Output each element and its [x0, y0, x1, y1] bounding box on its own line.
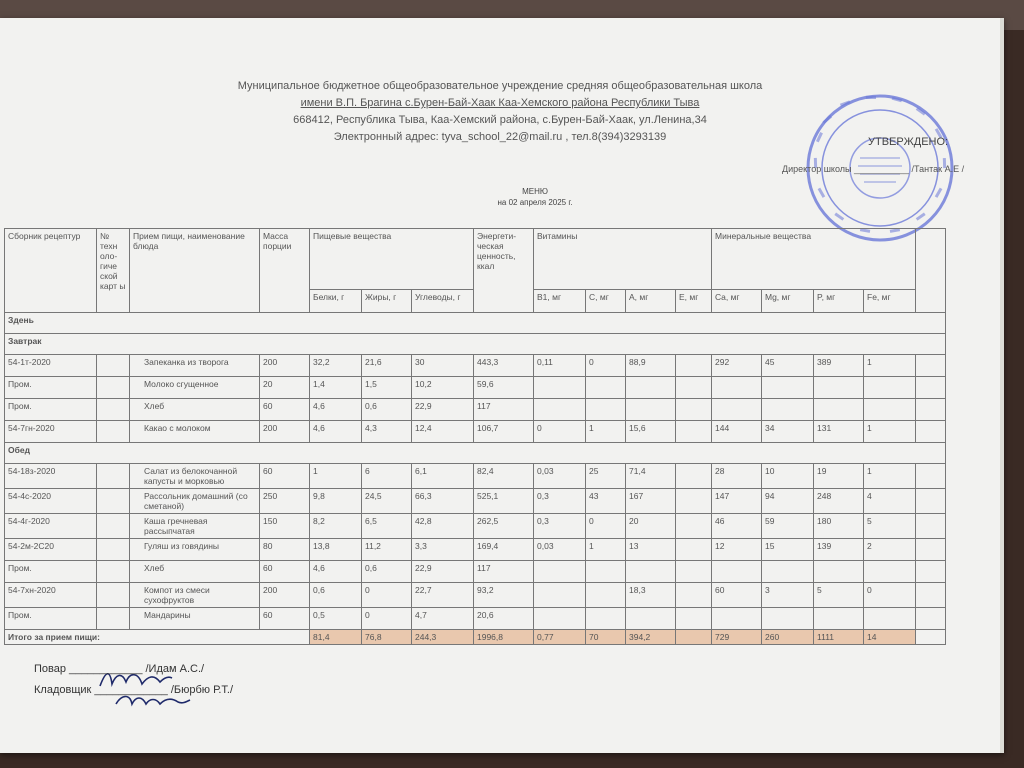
- table-cell: [814, 399, 864, 421]
- table-cell-extra: [916, 539, 946, 561]
- table-row: [5, 608, 946, 630]
- table-cell: [534, 561, 586, 583]
- table-cell: [97, 489, 130, 514]
- table-cell: 262,5: [474, 514, 534, 539]
- table-cell: 0,03: [534, 539, 586, 561]
- table-row: [5, 421, 946, 443]
- table-cell: [676, 561, 712, 583]
- table-cell: 60: [260, 399, 310, 421]
- table-cell: [676, 583, 712, 608]
- table-cell: 54-7гн-2020: [5, 421, 97, 443]
- table-cell: 0,6: [362, 399, 412, 421]
- table-cell: 54-2м-2С20: [5, 539, 97, 561]
- header-card: № техн оло-гиче ской карт ы: [97, 229, 130, 313]
- storekeeper-signature-line: Кладовщик ____________ /Бюрбю Р.Т./: [34, 684, 234, 696]
- table-cell: [97, 399, 130, 421]
- table-cell: [864, 377, 916, 399]
- table-cell: [626, 399, 676, 421]
- table-cell: Гуляш из говядины: [130, 539, 260, 561]
- table-cell-extra: [916, 377, 946, 399]
- table-cell: 2: [864, 539, 916, 561]
- table-cell: Каша гречневая рассыпчатая: [130, 514, 260, 539]
- table-cell: Запеканка из творога: [130, 355, 260, 377]
- header-recipe: Сборник рецептур: [5, 229, 97, 313]
- table-row: [5, 399, 946, 421]
- table-cell: Рассольник домашний (со сметаной): [130, 489, 260, 514]
- table-cell: 3,3: [412, 539, 474, 561]
- sub-a: A, мг: [626, 290, 676, 313]
- table-cell: [864, 608, 916, 630]
- table-cell-extra: [916, 561, 946, 583]
- table-cell: 6,1: [412, 464, 474, 489]
- total-cell: [676, 630, 712, 645]
- table-cell: [676, 421, 712, 443]
- table-row: [5, 539, 946, 561]
- total-label: Итого за прием пищи:: [5, 630, 310, 645]
- table-cell: 0: [362, 583, 412, 608]
- table-cell: [864, 561, 916, 583]
- table-cell: 12: [712, 539, 762, 561]
- table-cell: 0: [362, 608, 412, 630]
- header-minerals: Минеральные вещества: [712, 229, 916, 290]
- sub-e: E, мг: [676, 290, 712, 313]
- table-cell: 139: [814, 539, 864, 561]
- table-cell: 20: [626, 514, 676, 539]
- table-cell: [586, 377, 626, 399]
- table-cell: [586, 561, 626, 583]
- table-cell: 60: [260, 608, 310, 630]
- table-cell: [97, 355, 130, 377]
- table-cell: [676, 608, 712, 630]
- table-cell: Салат из белокочанной капусты и морковью: [130, 464, 260, 489]
- table-cell: 117: [474, 561, 534, 583]
- sub-p: P, мг: [814, 290, 864, 313]
- table-cell: 22,9: [412, 561, 474, 583]
- table-row: [5, 514, 946, 539]
- table-cell: 25: [586, 464, 626, 489]
- table-cell: 443,3: [474, 355, 534, 377]
- table-cell: [534, 583, 586, 608]
- cook-signature-line: Повар ____________ /Идам А.С./: [34, 663, 205, 675]
- table-cell: 45: [762, 355, 814, 377]
- table-cell: 54-7хн-2020: [5, 583, 97, 608]
- section-breakfast-label: Завтрак: [5, 334, 946, 355]
- table-cell: 131: [814, 421, 864, 443]
- table-cell: 4,3: [362, 421, 412, 443]
- table-cell: 10: [762, 464, 814, 489]
- table-cell: 94: [762, 489, 814, 514]
- table-cell: 21,6: [362, 355, 412, 377]
- table-cell: [762, 608, 814, 630]
- section-breakfast-row: [5, 334, 946, 355]
- director-line: Директор школы ___________ /Тантак А.Е /: [782, 164, 965, 174]
- total-cell: 244,3: [412, 630, 474, 645]
- table-cell: 4,6: [310, 561, 362, 583]
- total-cell: 0,77: [534, 630, 586, 645]
- table-cell: 0,6: [362, 561, 412, 583]
- table-cell-extra: [916, 583, 946, 608]
- table-cell: 200: [260, 355, 310, 377]
- total-cell: 14: [864, 630, 916, 645]
- total-row: [5, 630, 946, 645]
- table-cell: 80: [260, 539, 310, 561]
- table-cell: [586, 608, 626, 630]
- table-cell: 1: [864, 355, 916, 377]
- table-row: [5, 355, 946, 377]
- table-cell: 46: [712, 514, 762, 539]
- table-cell: [626, 377, 676, 399]
- total-cell: 70: [586, 630, 626, 645]
- table-cell: 30: [412, 355, 474, 377]
- menu-title: [0, 186, 1024, 208]
- table-cell-extra: [916, 608, 946, 630]
- table-cell: 54-4г-2020: [5, 514, 97, 539]
- table-cell: 0,5: [310, 608, 362, 630]
- table-cell: 248: [814, 489, 864, 514]
- school-name-line1: Муниципальное бюджетное общеобразовательное учреждение средняя общеобразовательная школа: [237, 80, 763, 92]
- sub-c: C, мг: [586, 290, 626, 313]
- total-cell-extra: [916, 630, 946, 645]
- table-cell-extra: [916, 464, 946, 489]
- table-cell: 0,3: [534, 514, 586, 539]
- table-cell: 1: [586, 539, 626, 561]
- table-cell: Пром.: [5, 608, 97, 630]
- table-cell: 144: [712, 421, 762, 443]
- table-cell: [97, 561, 130, 583]
- table-cell: 60: [260, 464, 310, 489]
- table-cell: [712, 561, 762, 583]
- table-cell: 525,1: [474, 489, 534, 514]
- total-cell: 1996,8: [474, 630, 534, 645]
- table-cell: 19: [814, 464, 864, 489]
- table-row: [5, 561, 946, 583]
- table-cell: 1,5: [362, 377, 412, 399]
- table-cell: 106,7: [474, 421, 534, 443]
- table-row: [5, 377, 946, 399]
- table-cell: [676, 399, 712, 421]
- table-cell: Хлеб: [130, 561, 260, 583]
- table-cell: 1,4: [310, 377, 362, 399]
- table-cell: 167: [626, 489, 676, 514]
- table-cell: [534, 608, 586, 630]
- table-cell: [762, 399, 814, 421]
- table-cell: 200: [260, 421, 310, 443]
- menu-document: [0, 18, 1004, 753]
- school-address: 668412, Республика Тыва, Каа-Хемский района, с.Бурен-Бай-Хаак, ул.Ленина,34: [293, 114, 707, 126]
- table-cell: [676, 464, 712, 489]
- table-cell: 389: [814, 355, 864, 377]
- sub-carbs: Углеводы, г: [412, 290, 474, 313]
- table-cell: 60: [260, 561, 310, 583]
- table-cell: 1: [310, 464, 362, 489]
- table-cell: [712, 377, 762, 399]
- table-cell: 22,7: [412, 583, 474, 608]
- header-vitamins: Витамины: [534, 229, 712, 290]
- table-cell: [97, 539, 130, 561]
- table-cell: 59: [762, 514, 814, 539]
- total-cell: 260: [762, 630, 814, 645]
- sub-b1: B1, мг: [534, 290, 586, 313]
- table-cell: Мандарины: [130, 608, 260, 630]
- table-cell: [676, 377, 712, 399]
- table-cell: [676, 489, 712, 514]
- table-cell-extra: [916, 421, 946, 443]
- table-cell: 0,6: [310, 583, 362, 608]
- table-cell: 13,8: [310, 539, 362, 561]
- breakfast-rows: [5, 355, 946, 443]
- table-cell: Молоко сгущенное: [130, 377, 260, 399]
- table-cell: 82,4: [474, 464, 534, 489]
- table-cell: 4,6: [310, 399, 362, 421]
- header-nutrients: Пищевые вещества: [310, 229, 474, 290]
- table-cell: 54-1т-2020: [5, 355, 97, 377]
- table-cell: 5: [864, 514, 916, 539]
- table-cell: 0,11: [534, 355, 586, 377]
- table-cell: [814, 561, 864, 583]
- table-cell: 5: [814, 583, 864, 608]
- table-cell: [97, 514, 130, 539]
- table-cell: [864, 399, 916, 421]
- table-cell: [814, 608, 864, 630]
- table-cell: 180: [814, 514, 864, 539]
- table-cell: [712, 399, 762, 421]
- section-lunch-row: [5, 443, 946, 464]
- table-cell: Компот из смеси сухофруктов: [130, 583, 260, 608]
- table-cell: 0: [534, 421, 586, 443]
- table-cell: 150: [260, 514, 310, 539]
- table-cell: 15,6: [626, 421, 676, 443]
- table-cell: 6: [362, 464, 412, 489]
- table-cell: 34: [762, 421, 814, 443]
- table-cell: Пром.: [5, 377, 97, 399]
- table-header-row: [5, 229, 946, 290]
- total-cell: 729: [712, 630, 762, 645]
- table-cell: 18,3: [626, 583, 676, 608]
- table-cell: 20: [260, 377, 310, 399]
- header-energy: Энергети-ческая ценность, ккал: [474, 229, 534, 313]
- table-cell: [97, 608, 130, 630]
- table-cell: [676, 355, 712, 377]
- table-cell: [712, 608, 762, 630]
- table-cell-extra: [916, 399, 946, 421]
- table-cell: 4: [864, 489, 916, 514]
- school-name-line2: имени В.П. Брагина с.Бурен-Бай-Хаак Каа-Хемского района Республики Тыва: [300, 97, 700, 109]
- table-cell: Какао с молоком: [130, 421, 260, 443]
- lunch-rows: [5, 464, 946, 630]
- table-cell: 250: [260, 489, 310, 514]
- table-cell: 147: [712, 489, 762, 514]
- table-cell: 20,6: [474, 608, 534, 630]
- table-cell-extra: [916, 514, 946, 539]
- table-cell: 93,2: [474, 583, 534, 608]
- table-cell: [97, 464, 130, 489]
- table-cell: 54-18з-2020: [5, 464, 97, 489]
- table-cell: 1: [864, 421, 916, 443]
- table-cell: 6,5: [362, 514, 412, 539]
- table-cell: 22,9: [412, 399, 474, 421]
- table-row: [5, 489, 946, 514]
- total-cell: 81,4: [310, 630, 362, 645]
- menu-table: [4, 228, 946, 645]
- table-cell: Пром.: [5, 399, 97, 421]
- menu-heading: МЕНЮ: [522, 187, 548, 196]
- sub-fe: Fe, мг: [864, 290, 916, 313]
- table-cell: 43: [586, 489, 626, 514]
- table-cell: 169,4: [474, 539, 534, 561]
- section-day-row: [5, 313, 946, 334]
- total-cell: 394,2: [626, 630, 676, 645]
- table-cell-extra: [916, 489, 946, 514]
- table-cell: [762, 377, 814, 399]
- sub-fat: Жиры, г: [362, 290, 412, 313]
- table-cell: [814, 377, 864, 399]
- table-cell: 32,2: [310, 355, 362, 377]
- table-cell: 24,5: [362, 489, 412, 514]
- table-cell: 0,03: [534, 464, 586, 489]
- table-cell: Хлеб: [130, 399, 260, 421]
- table-row: [5, 464, 946, 489]
- table-cell: [762, 561, 814, 583]
- table-cell: 28: [712, 464, 762, 489]
- table-cell: 117: [474, 399, 534, 421]
- section-lunch-label: Обед: [5, 443, 946, 464]
- table-cell: 0: [586, 514, 626, 539]
- section-day-label: Здень: [5, 313, 946, 334]
- table-cell: 59,6: [474, 377, 534, 399]
- table-cell: 88,9: [626, 355, 676, 377]
- table-cell: [626, 561, 676, 583]
- table-cell-extra: [916, 355, 946, 377]
- table-cell: 10,2: [412, 377, 474, 399]
- table-cell: [97, 377, 130, 399]
- table-cell: 1: [864, 464, 916, 489]
- table-cell: 60: [712, 583, 762, 608]
- table-cell: 0: [864, 583, 916, 608]
- table-cell: [676, 514, 712, 539]
- table-cell: Пром.: [5, 561, 97, 583]
- table-cell: 1: [586, 421, 626, 443]
- table-cell: 66,3: [412, 489, 474, 514]
- table-cell: 8,2: [310, 514, 362, 539]
- table-cell: 15: [762, 539, 814, 561]
- table-cell: 71,4: [626, 464, 676, 489]
- header-mass: Масса порции: [260, 229, 310, 313]
- table-cell: 0,3: [534, 489, 586, 514]
- total-cell: 76,8: [362, 630, 412, 645]
- total-cell: 1111: [814, 630, 864, 645]
- table-cell: [534, 399, 586, 421]
- table-cell: 4,6: [310, 421, 362, 443]
- table-cell: 9,8: [310, 489, 362, 514]
- table-cell: [676, 539, 712, 561]
- sub-mg: Mg, мг: [762, 290, 814, 313]
- sub-ca: Ca, мг: [712, 290, 762, 313]
- table-cell: 42,8: [412, 514, 474, 539]
- approval-label: УТВЕРЖДЕНО:: [868, 136, 949, 148]
- table-cell: 0: [586, 355, 626, 377]
- header-dish: Прием пищи, наименование блюда: [130, 229, 260, 313]
- table-cell: [97, 583, 130, 608]
- header-extra: [916, 229, 946, 313]
- table-cell: 3: [762, 583, 814, 608]
- table-cell: 4,7: [412, 608, 474, 630]
- table-cell: 292: [712, 355, 762, 377]
- school-contacts: Электронный адрес: tyva_school_22@mail.ru , тел.8(394)3293139: [333, 131, 667, 143]
- table-cell: [586, 583, 626, 608]
- menu-date: на 02 апреля 2025 г.: [497, 198, 573, 207]
- table-row: [5, 583, 946, 608]
- table-cell: 200: [260, 583, 310, 608]
- table-cell: [586, 399, 626, 421]
- table-cell: 54-4с-2020: [5, 489, 97, 514]
- sub-protein: Белки, г: [310, 290, 362, 313]
- table-cell: 13: [626, 539, 676, 561]
- table-cell: [97, 421, 130, 443]
- table-cell: 11,2: [362, 539, 412, 561]
- table-cell: [626, 608, 676, 630]
- table-cell: 12,4: [412, 421, 474, 443]
- table-cell: [534, 377, 586, 399]
